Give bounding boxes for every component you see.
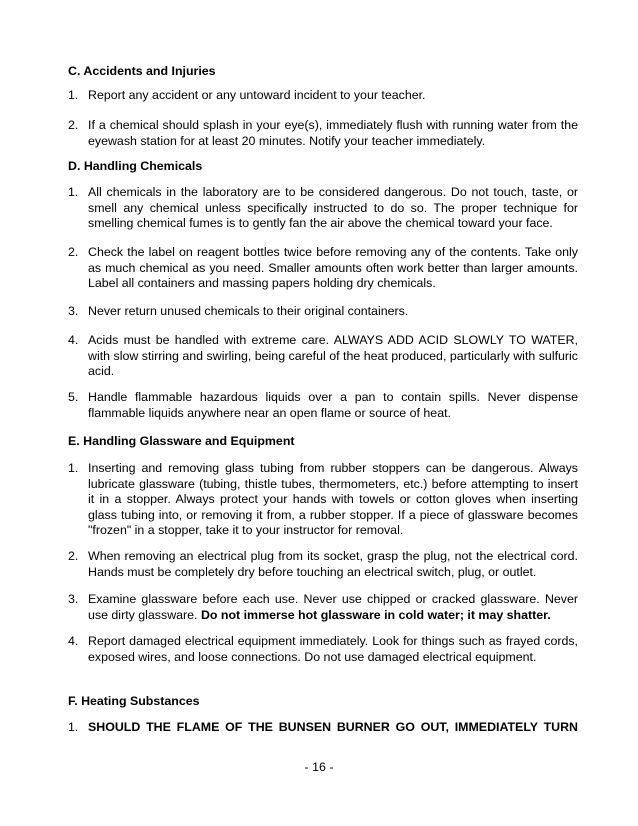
- item-text-plain: Examine glassware before each use. Never use chipped or cracked glassware. Never use dirty glassware.: [88, 592, 578, 622]
- item-number: 3.: [68, 304, 79, 318]
- list-item: [68, 549, 578, 580]
- list-item: [68, 634, 578, 665]
- list-item: [68, 461, 578, 539]
- page-number: - 16 -: [304, 760, 334, 774]
- item-text: [88, 592, 578, 623]
- item-text: Never return unused chemicals to their original containers.: [88, 304, 409, 318]
- list-item: [68, 245, 578, 292]
- item-number: 2.: [68, 245, 79, 259]
- item-text: When removing an electrical plug from its socket, grasp the plug, not the electrical cord. Hands must be completely dry before touching an electrical switch, plug, or outlet.: [88, 549, 578, 579]
- item-text: If a chemical should splash in your eye(s), immediately flush with running water from the eyewash station for at least 20 minutes. Notify your teacher immediately.: [88, 118, 578, 148]
- item-text: Handle flammable hazardous liquids over a pan to contain spills. Never dispense flammable liquids anywhere near an open flame or source of heat.: [88, 390, 578, 420]
- list-item: [68, 720, 578, 736]
- item-number: 2.: [68, 549, 79, 563]
- section-heading-glassware: E. Handling Glassware and Equipment: [68, 434, 295, 448]
- item-number: 2.: [68, 118, 79, 132]
- item-number: 4.: [68, 634, 79, 648]
- item-text-bold: SHOULD THE FLAME OF THE BUNSEN BURNER GO OUT, IMMEDIATELY TURN: [88, 720, 578, 734]
- section-heading-accidents: C. Accidents and Injuries: [68, 64, 216, 78]
- list-item: [68, 390, 578, 421]
- list-item: [68, 304, 578, 320]
- list-item: [68, 592, 578, 623]
- item-text-bold: Do not immerse hot glassware in cold water; it may shatter.: [200, 607, 551, 622]
- list-item: [68, 185, 578, 232]
- item-text: Inserting and removing glass tubing from rubber stoppers can be dangerous. Always lubricate glassware (tubing, thistle tubes, thermometers, etc.) before attempting to insert it in a stopper. Always protect your hands with towels or cotton gloves when inserting glass tubing into, or removing it from, a rubber stopper. If a piece of glassware becomes "frozen" in a stopper, take it to your instructor for removal.: [88, 461, 578, 538]
- item-text: Report any accident or any untoward incident to your teacher.: [88, 88, 426, 102]
- item-number: 1.: [68, 88, 79, 102]
- item-text: All chemicals in the laboratory are to be considered dangerous. Do not touch, taste, or smell any chemical unless specifically instructed to do so. The proper technique for smelling chemical fumes is to gently fan the air above the chemical toward your face.: [88, 185, 578, 231]
- item-text: Acids must be handled with extreme care. ALWAYS ADD ACID SLOWLY TO WATER, with slow stirring and swirling, being careful of the heat produced, particularly with sulfuric acid.: [88, 333, 578, 379]
- item-text: Report damaged electrical equipment immediately. Look for things such as frayed cords, exposed wires, and loose connections. Do not use damaged electrical equipment.: [88, 634, 578, 664]
- section-heading-heating: F. Heating Substances: [68, 694, 200, 708]
- list-item: [68, 88, 578, 104]
- item-number: 5.: [68, 390, 79, 404]
- list-item: [68, 118, 578, 149]
- item-number: 3.: [68, 592, 79, 606]
- item-number: 1.: [68, 461, 79, 475]
- list-item: [68, 333, 578, 380]
- item-number: 4.: [68, 333, 79, 347]
- item-text: Check the label on reagent bottles twice before removing any of the contents. Take only as much chemical as you need. Smaller amounts often work better than larger amounts. Label all containers and massing papers holding dry chemicals.: [88, 245, 578, 291]
- section-heading-handling-chemicals: D. Handling Chemicals: [68, 159, 203, 173]
- item-number: 1.: [68, 185, 79, 199]
- item-number: 1.: [68, 720, 79, 734]
